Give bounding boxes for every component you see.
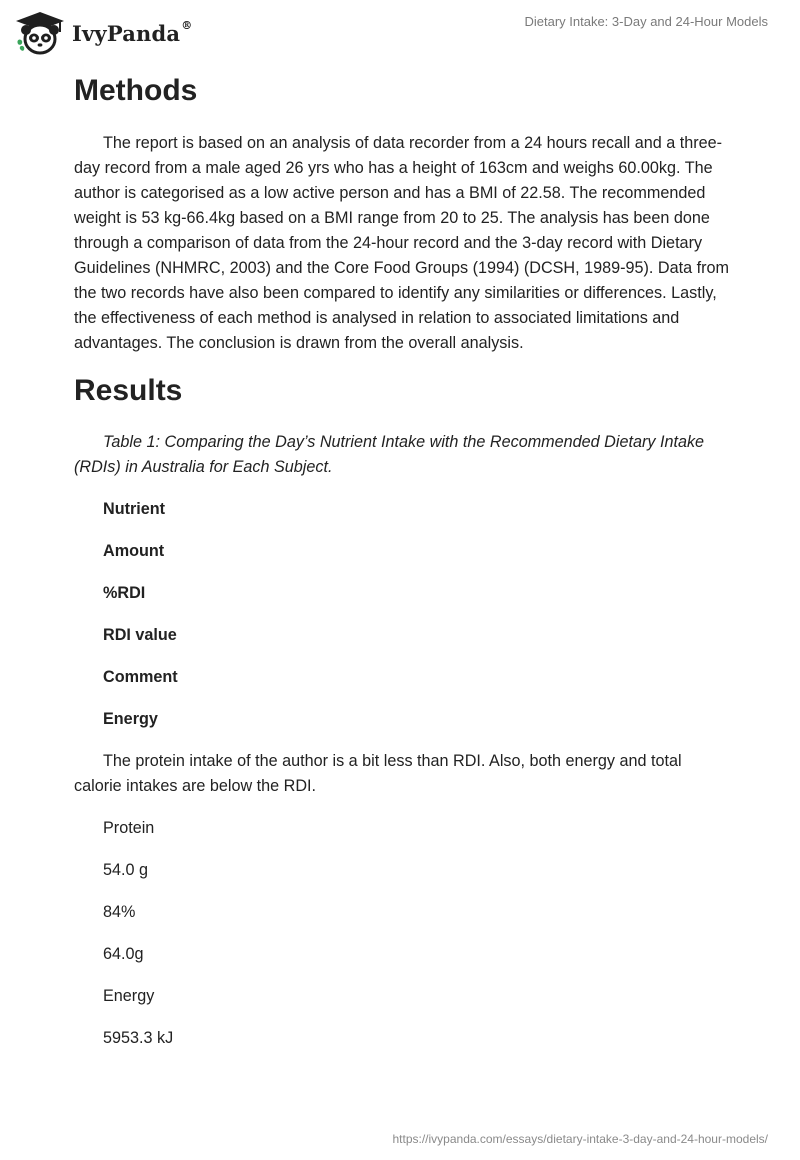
table-cell: 84% <box>103 903 136 921</box>
results-heading: Results <box>74 374 183 407</box>
table-cell: 64.0g <box>103 945 144 963</box>
document-title: Dietary Intake: 3-Day and 24-Hour Models <box>524 14 768 29</box>
table-cell: 5953.3 kJ <box>103 1029 174 1047</box>
site-logo[interactable] <box>14 8 192 58</box>
table-cell: 54.0 g <box>103 861 149 879</box>
table-caption: Table 1: Comparing the Day’s Nutrient Intake with the Recommended Dietary Intake (RDIs) in Australia for Each Subject. <box>74 433 705 476</box>
source-url[interactable]: https://ivypanda.com/essays/dietary-intake-3-day-and-24-hour-models/ <box>392 1132 768 1146</box>
table-header-energy: Energy <box>103 710 158 728</box>
article-body <box>74 70 730 1051</box>
table-header-rdi-value: RDI value <box>103 626 177 644</box>
methods-paragraph: The report is based on an analysis of data recorder from a 24 hours recall and a three-day record from a male aged 26 yrs who has a height of 163cm and weighs 60.00kg. The author is categorised as a low active person and has a BMI of 22.58. The recommended weight is 53 kg-66.4kg based on a BMI range from 20 to 25. The analysis has been done through a comparison of data from the 24-hour record and the 3-day record with Dietary Guidelines (NHMRC, 2003) and the Core Food Groups (1994) (DCSH, 1989-95). Data from the two records have also been compared to identify any similarities or differences. Lastly, the effectiveness of each method is analysed in relation to associated limitations and advantages. The conclusion is drawn from the overall analysis. <box>74 134 729 352</box>
table-cell: Protein <box>103 819 155 837</box>
panda-logo-icon <box>14 10 66 56</box>
table-header-nutrient: Nutrient <box>103 500 166 518</box>
table-header-comment: Comment <box>103 668 178 686</box>
comment-paragraph: The protein intake of the author is a bit less than RDI. Also, both energy and total calorie intakes are below the RDI. <box>74 752 682 795</box>
table-cell: Energy <box>103 987 155 1005</box>
logo-text: IvyPanda® <box>72 18 193 46</box>
methods-heading: Methods <box>74 74 198 107</box>
table-header-amount: Amount <box>103 542 165 560</box>
table-header-rdi-percent: %RDI <box>103 584 146 602</box>
